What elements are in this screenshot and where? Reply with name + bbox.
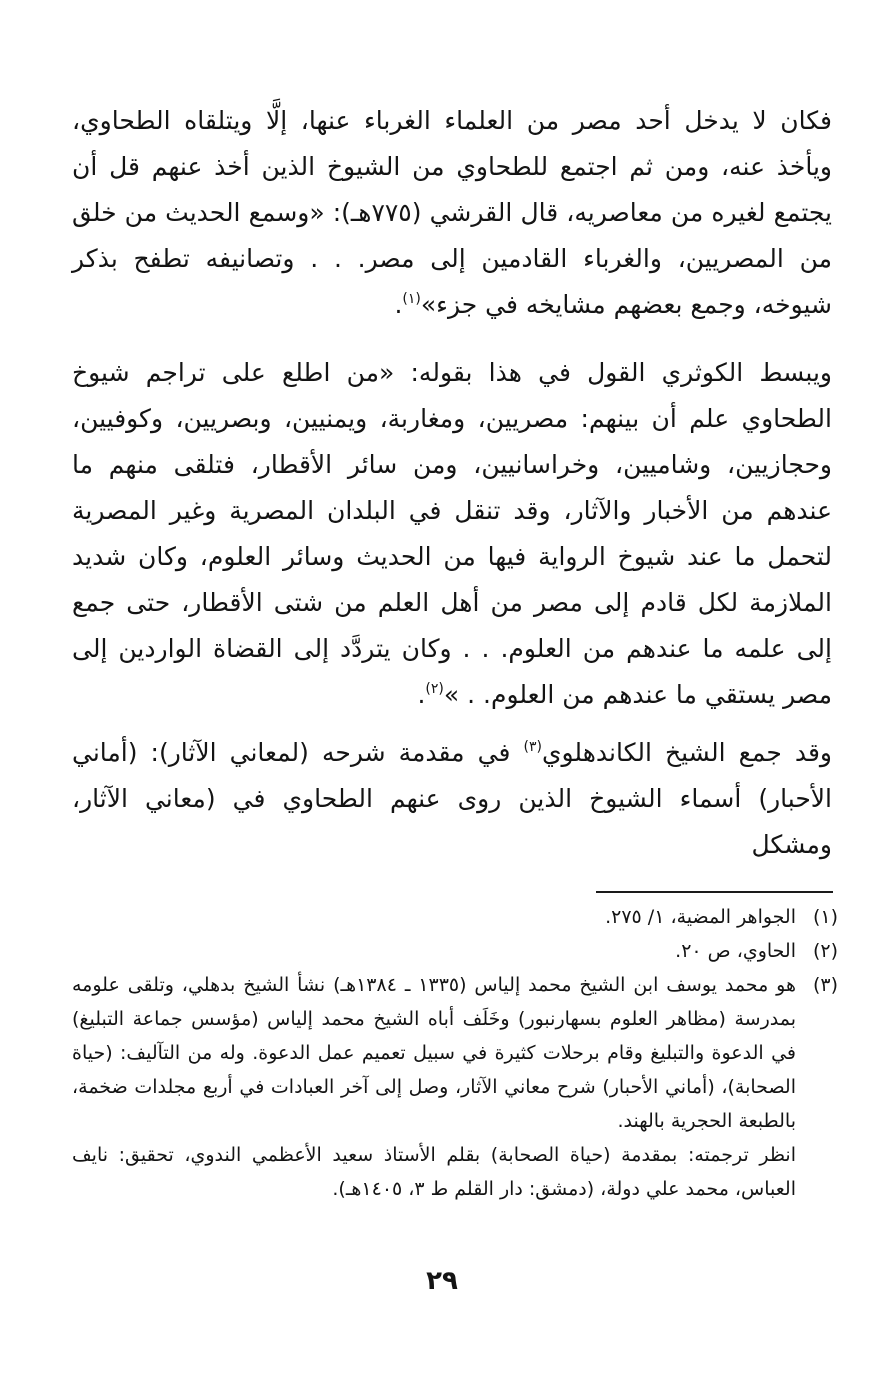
paragraph-2-text <box>72 350 832 718</box>
footnote-ref-2[interactable]: (٢) <box>425 681 444 697</box>
paragraph-2 <box>72 350 832 718</box>
footnote-ref-3[interactable]: (٣) <box>523 739 542 755</box>
footnote-number: (٢) <box>812 940 838 962</box>
footnote-number: (٣) <box>812 974 838 996</box>
footnotes <box>72 900 838 1206</box>
footnote-3 <box>72 968 838 1138</box>
footnote-2 <box>72 934 838 968</box>
paragraph-3 <box>72 730 832 868</box>
paragraph-2-body: ويبسط الكوثري القول في هذا بقوله: «من اطلع على تراجم شيوخ الطحاوي علم أن بينهم: مصريين، ومغاربة، ويمنيين، وبصريين، وكوفيين، وحجازيين، وشاميين، وخراسانيين، ومن سائر الأقطار، فتلقى منهم ما عندهم من الأخبار والآثار، وقد تنقل في البلدان المصرية وغير المصرية لتحمل ما عند شيوخ الرواية فيها من الحديث وسائر العلوم، وكان شديد الملازمة لكل قادم إلى مصر من أهل العلم من شتى الأقطار، حتى جمع إلى علمه ما عندهم من العلوم. . . وكان يتردَّد إلى القضاة الواردين إلى مصر يستقي ما عندهم من العلوم. . » <box>72 358 832 709</box>
footnote-number: (١) <box>812 906 838 928</box>
paragraph-1-body: فكان لا يدخل أحد مصر من العلماء الغرباء عنها، إلَّا ويتلقاه الطحاوي، ويأخذ عنه، ومن ثم اجتمع للطحاوي من الشيوخ الذين أخذ عنهم قل أن يجتمع لغيره من معاصريه، قال القرشي (٧٧٥هـ): «وسمع الحديث من خلق من المصريين، والغرباء القادمين إلى مصر. . . وتصانيفه تطفح بذكر شيوخه، وجمع بعضهم مشايخه في جزء» <box>72 106 832 319</box>
paragraph-1-end: . <box>394 290 403 319</box>
footnote-1 <box>72 900 838 934</box>
footnote-separator <box>596 891 833 893</box>
footnote-3-continuation: انظر ترجمته: بمقدمة (حياة الصحابة) بقلم الأستاذ سعيد الأعظمي الندوي، تحقيق: نايف العباس، محمد علي دولة، (دمشق: دار القلم ط ٣، ١٤٠٥هـ). <box>72 1144 796 1200</box>
footnote-ref-1[interactable]: (١) <box>402 291 421 307</box>
paragraph-3-before: وقد جمع الشيخ الكاندهلوي <box>541 738 832 767</box>
paragraph-3-text <box>72 730 832 868</box>
page-number: ٢٩ <box>426 1266 458 1296</box>
paragraph-1 <box>72 98 832 328</box>
paragraph-1-text <box>72 98 832 328</box>
paragraph-2-end: . <box>417 680 426 709</box>
footnote-text: الحاوي، ص ٢٠. <box>675 940 796 962</box>
paragraph-3-after: في مقدمة شرحه (لمعاني الآثار): (أماني الأحبار) أسماء الشيوخ الذين روى عنهم الطحاوي في (معاني الآثار، ومشكل <box>72 738 832 859</box>
footnote-text: الجواهر المضية، ١/ ٢٧٥. <box>605 906 796 928</box>
footnote-text: هو محمد يوسف ابن الشيخ محمد إلياس (١٣٣٥ ـ ١٣٨٤هـ) نشأ الشيخ بدهلي، وتلقى علومه بمدرسة (مظاهر العلوم بسهارنبور) وخَلَف أباه الشيخ محمد إلياس (مؤسس جماعة التبليغ) في الدعوة والتبليغ وقام برحلات كثيرة في سبيل تعميم عمل الدعوة. وله من التآليف: (حياة الصحابة)، (أماني الأحبار) شرح معاني الآثار، وصل إلى آخر العبادات في أربع مجلدات ضخمة، بالطبعة الحجرية بالهند. <box>72 974 796 1132</box>
